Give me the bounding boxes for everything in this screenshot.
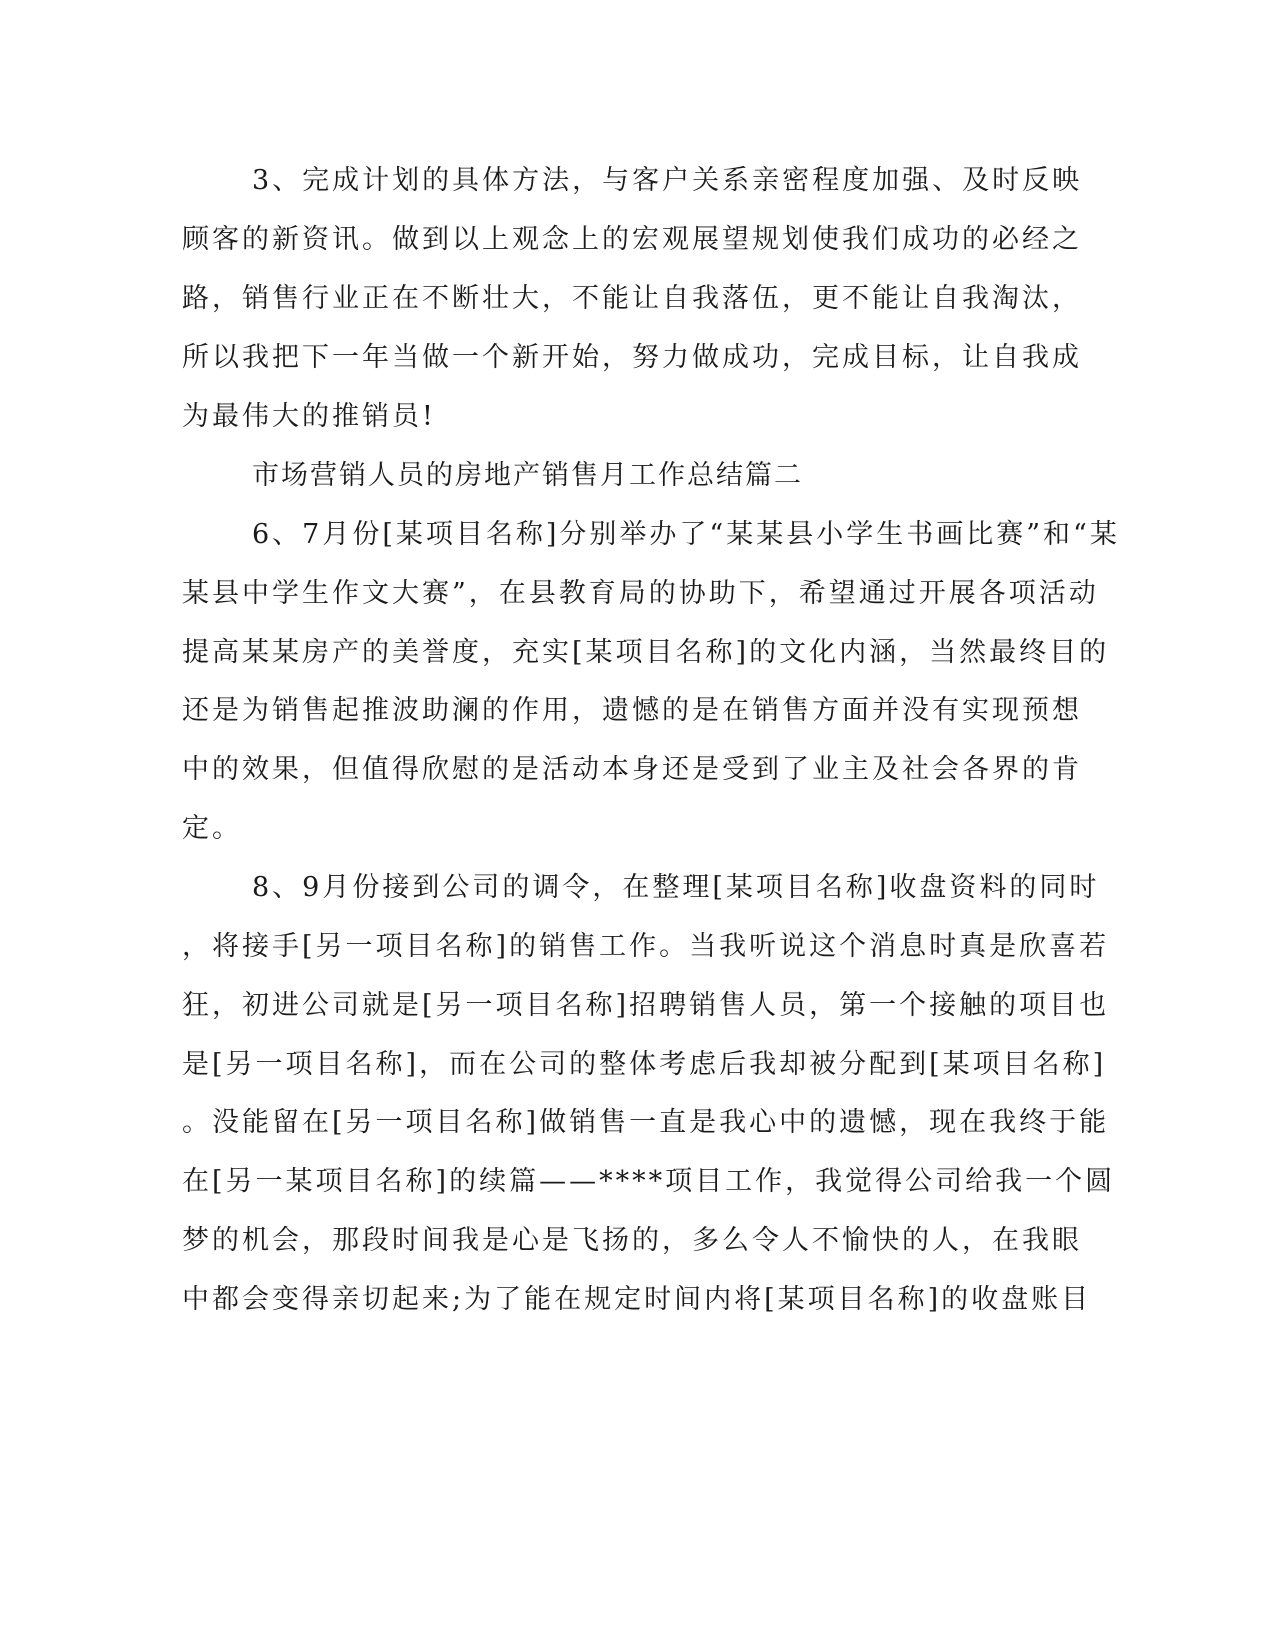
paragraph-2-line-5: 中的效果，但值得欣慰的是活动本身还是受到了业主及社会各界的肯 [182,754,1082,785]
paragraph-3-line-5: 。没能留在[另一项目名称]做销售一直是我心中的遗憾，现在我终于能 [182,1107,1110,1138]
section-heading: 市场营销人员的房地产销售月工作总结篇二 [252,460,803,491]
paragraph-3-line-2: ，将接手[另一项目名称]的销售工作。当我听说这个消息时真是欣喜若 [182,931,1110,962]
paragraph-1-line-4: 所以我把下一年当做一个新开始，努力做成功，完成目标，让自我成 [182,342,1082,373]
paragraph-3-line-7: 梦的机会，那段时间我是心是飞扬的，多么令人不愉快的人，在我眼 [182,1225,1082,1256]
paragraph-2-line-4: 还是为销售起推波助澜的作用，遗憾的是在销售方面并没有实现预想 [182,695,1082,726]
paragraph-1-line-5: 为最伟大的推销员! [182,401,436,432]
paragraph-2-line-3: 提高某某房产的美誉度，充实[某项目名称]的文化内涵，当然最终目的 [182,637,1110,668]
paragraph-1-line-3: 路，销售行业正在不断壮大，不能让自我落伍，更不能让自我淘汰， [182,283,1082,314]
paragraph-3-line-3: 狂，初进公司就是[另一项目名称]招聘销售人员，第一个接触的项目也 [182,990,1110,1021]
paragraph-3-line-6: 在[另一某项目名称]的续篇——****项目工作，我觉得公司给我一个圆 [182,1166,1116,1197]
paragraph-2-line-6: 定。 [182,813,242,844]
paragraph-1-line-1: 3、完成计划的具体方法，与客户关系亲密程度加强、及时反映 [252,165,1083,196]
paragraph-2-line-2: 某县中学生作文大赛”，在县教育局的协助下，希望通过开展各项活动 [182,578,1099,609]
paragraph-3-line-4: 是[另一项目名称]，而在公司的整体考虑后我却被分配到[某项目名称] [182,1049,1107,1080]
paragraph-3-line-8: 中都会变得亲切起来;为了能在规定时间内将[某项目名称]的收盘账目 [182,1284,1092,1315]
paragraph-3-line-1: 8、9月份接到公司的调令，在整理[某项目名称]收盘资料的同时 [252,872,1100,903]
paragraph-2-line-1: 6、7月份[某项目名称]分别举办了“某某县小学生书画比赛”和“某 [252,519,1120,550]
paragraph-1-line-2: 顾客的新资讯。做到以上观念上的宏观展望规划使我们成功的必经之 [182,224,1082,255]
